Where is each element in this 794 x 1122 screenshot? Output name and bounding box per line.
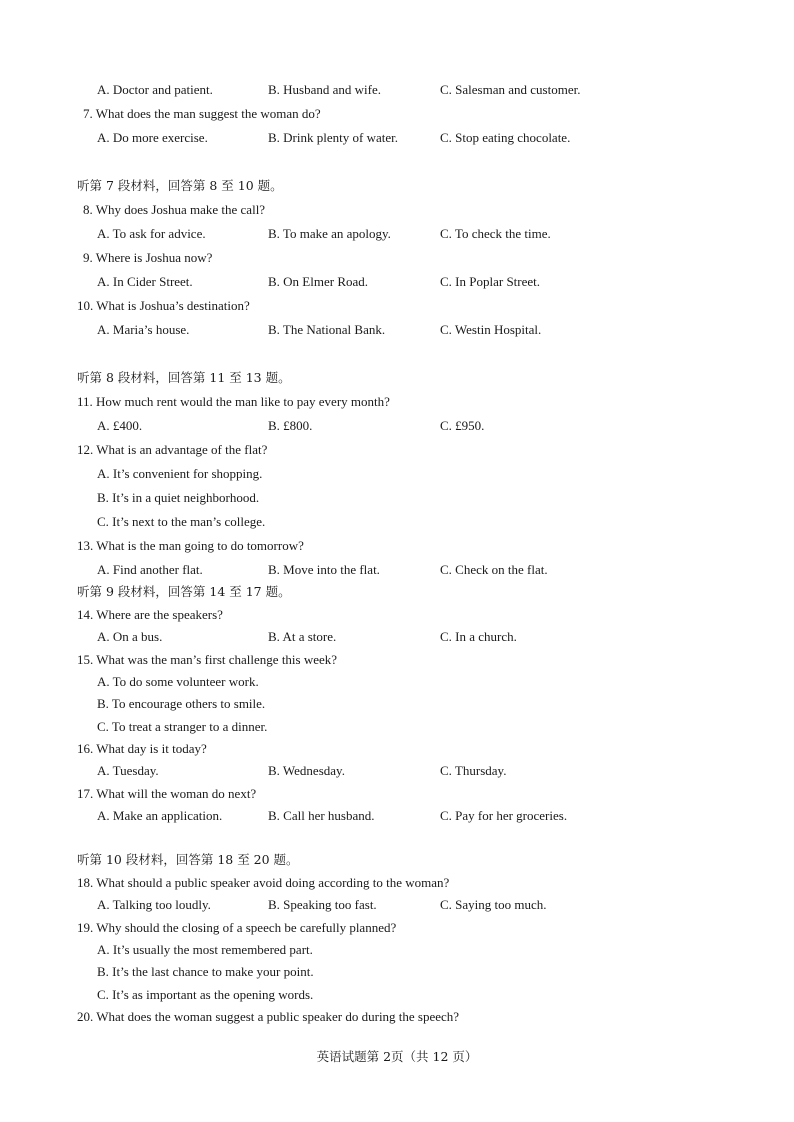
q9-option-a: A. In Cider Street. xyxy=(97,274,193,289)
q10-option-a: A. Maria’s house. xyxy=(97,322,190,337)
q18-question: 18. What should a public speaker avoid doing according to the woman? xyxy=(77,875,450,890)
q16-option-c: C. Thursday. xyxy=(440,763,507,778)
q13-question: 13. What is the man going to do tomorrow? xyxy=(77,538,304,553)
q19-option-b: B. It’s the last chance to make your point. xyxy=(97,964,314,979)
q18-option-a: A. Talking too loudly. xyxy=(97,897,211,912)
q8-option-b: B. To make an apology. xyxy=(268,226,391,241)
q17-option-b: B. Call her husband. xyxy=(268,808,375,823)
q11-option-b: B. £800. xyxy=(268,418,313,433)
page-footer: 英语试题第 2页（共 12 页） xyxy=(316,1049,478,1064)
q6-option-c: C. Salesman and customer. xyxy=(440,82,581,97)
q6-option-a: A. Doctor and patient. xyxy=(97,82,213,97)
q8-option-c: C. To check the time. xyxy=(440,226,551,241)
q19-question: 19. Why should the closing of a speech be carefully planned? xyxy=(77,920,397,935)
section-9-heading: 听第 9 段材料，回答第 14 至 17 题。 xyxy=(77,584,291,599)
q18-option-b: B. Speaking too fast. xyxy=(268,897,377,912)
q20-question: 20. What does the woman suggest a public speaker do during the speech? xyxy=(77,1009,460,1024)
q7-option-c: C. Stop eating chocolate. xyxy=(440,130,571,145)
q11-question: 11. How much rent would the man like to pay every month? xyxy=(77,394,390,409)
q14-option-b: B. At a store. xyxy=(268,629,337,644)
q12-option-c: C. It’s next to the man’s college. xyxy=(97,514,266,529)
section-8-heading: 听第 8 段材料，回答第 11 至 13 题。 xyxy=(77,370,291,385)
q11-option-a: A. £400. xyxy=(97,418,143,433)
q18-option-c: C. Saying too much. xyxy=(440,897,547,912)
q17-option-c: C. Pay for her groceries. xyxy=(440,808,568,823)
q12-option-b: B. It’s in a quiet neighborhood. xyxy=(97,490,260,505)
q14-option-a: A. On a bus. xyxy=(97,629,163,644)
q7-option-a: A. Do more exercise. xyxy=(97,130,208,145)
q15-question: 15. What was the man’s first challenge this week? xyxy=(77,652,338,667)
q8-option-a: A. To ask for advice. xyxy=(97,226,206,241)
q9-option-b: B. On Elmer Road. xyxy=(268,274,369,289)
q6-option-b: B. Husband and wife. xyxy=(268,82,382,97)
q17-question: 17. What will the woman do next? xyxy=(77,786,257,801)
q13-option-b: B. Move into the flat. xyxy=(268,562,380,577)
q14-question: 14. Where are the speakers? xyxy=(77,607,223,622)
q15-option-c: C. To treat a stranger to a dinner. xyxy=(97,719,268,734)
q10-option-b: B. The National Bank. xyxy=(268,322,386,337)
q12-option-a: A. It’s convenient for shopping. xyxy=(97,466,263,481)
q13-option-a: A. Find another flat. xyxy=(97,562,203,577)
q7-option-b: B. Drink plenty of water. xyxy=(268,130,398,145)
q16-option-b: B. Wednesday. xyxy=(268,763,345,778)
q9-question: 9. Where is Joshua now? xyxy=(83,250,213,265)
q7-question: 7. What does the man suggest the woman do? xyxy=(83,106,321,121)
q19-option-a: A. It’s usually the most remembered part. xyxy=(97,942,313,957)
q12-question: 12. What is an advantage of the flat? xyxy=(77,442,268,457)
q13-option-c: C. Check on the flat. xyxy=(440,562,548,577)
q9-option-c: C. In Poplar Street. xyxy=(440,274,541,289)
q15-option-a: A. To do some volunteer work. xyxy=(97,674,259,689)
q14-option-c: C. In a church. xyxy=(440,629,517,644)
q10-question: 10. What is Joshua’s destination? xyxy=(77,298,250,313)
q8-question: 8. Why does Joshua make the call? xyxy=(83,202,266,217)
q10-option-c: C. Westin Hospital. xyxy=(440,322,542,337)
q17-option-a: A. Make an application. xyxy=(97,808,223,823)
q19-option-c: C. It’s as important as the opening words. xyxy=(97,987,314,1002)
q11-option-c: C. £950. xyxy=(440,418,485,433)
q15-option-b: B. To encourage others to smile. xyxy=(97,696,266,711)
q16-option-a: A. Tuesday. xyxy=(97,763,159,778)
q16-question: 16. What day is it today? xyxy=(77,741,207,756)
section-10-heading: 听第 10 段材料，回答第 18 至 20 题。 xyxy=(77,852,299,867)
section-7-heading: 听第 7 段材料，回答第 8 至 10 题。 xyxy=(77,178,283,193)
